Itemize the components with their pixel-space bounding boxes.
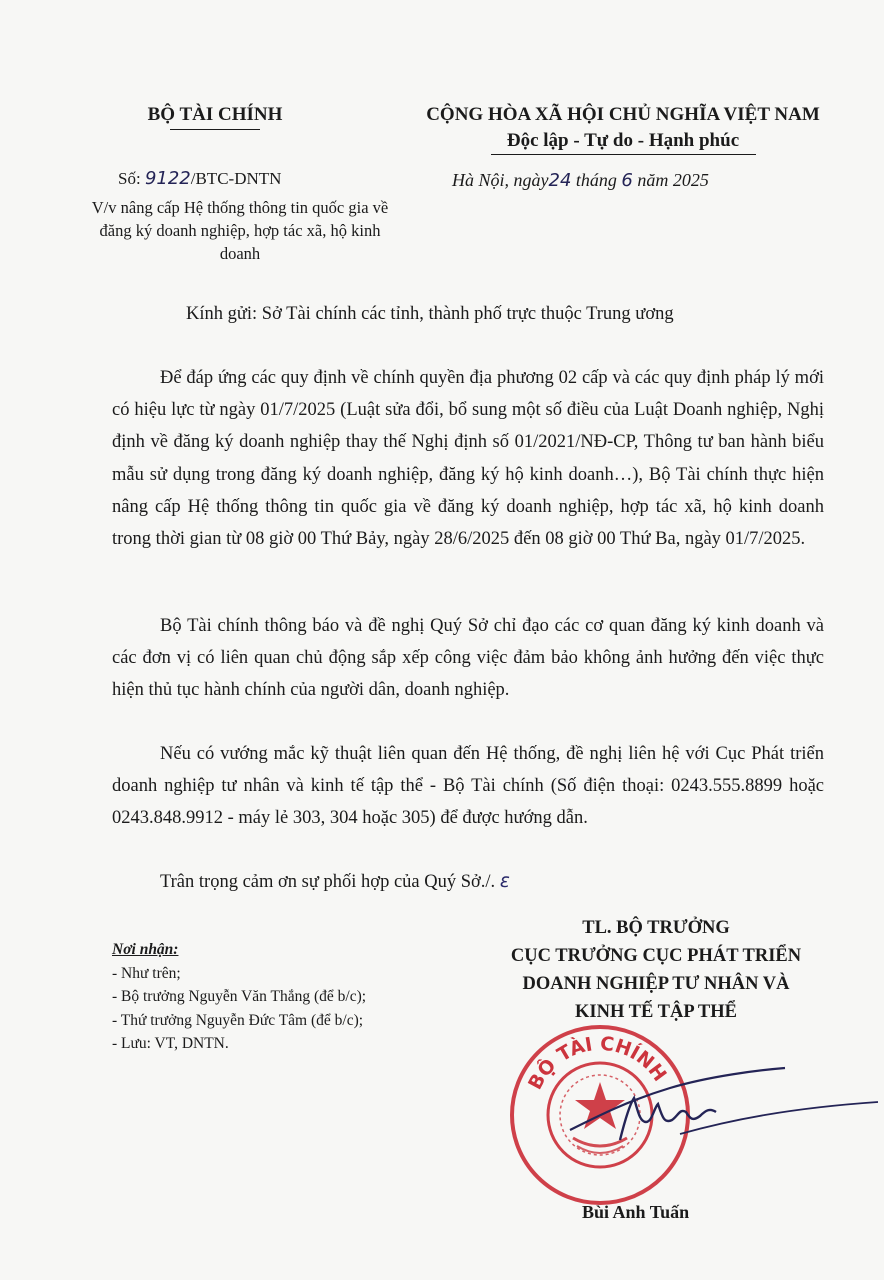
closing-line-text: Trân trọng cảm ơn sự phối hợp của Quý Sở./. xyxy=(160,872,496,892)
recipients-list-item: - Như trên; xyxy=(112,964,181,982)
document-number-suffix: /BTC-DNTN xyxy=(190,169,282,188)
date-month: 6 xyxy=(621,170,633,191)
recipients-list-item: - Thứ trưởng Nguyễn Đức Tâm (để b/c); xyxy=(112,1011,364,1029)
recipient-line: Kính gửi: Sở Tài chính các tỉnh, thành phố trực thuộc Trung ương xyxy=(186,304,674,324)
body-paragraph-3-text: Nếu có vướng mắc kỹ thuật liên quan đến Hệ thống, đề nghị liên hệ với Cục Phát triển doanh nghiệp tư nhân và kinh tế tập thể - Bộ Tài chính (Số điện thoại: 0243.555.8899 hoặc 0243.848.9912 - máy lẻ 303, 304 hoặc 305) để được hướng dẫn. xyxy=(112,744,824,829)
body-paragraph-1-text: Để đáp ứng các quy định về chính quyền địa phương 02 cấp và các quy định pháp lý mới có hiệu lực từ ngày 01/7/2025 (Luật sửa đổi, bổ sung một số điều của Luật Doanh nghiệp, Nghị định về đăng ký doanh nghiệp thay thế Nghị định số 01/2021/NĐ-CP, Thông tư ban hành biểu mẫu sử dụng trong đăng ký doanh nghiệp, đăng ký hộ kinh doanh…), Bộ Tài chính thực hiện nâng cấp Hệ thống thông tin quốc gia về đăng ký doanh nghiệp, hợp tác xã, hộ kinh doanh trong thời gian từ 08 giờ 00 Thứ Bảy, ngày 28/6/2025 đến 08 giờ 00 Thứ Ba, ngày 01/7/2025. xyxy=(112,368,824,550)
agency-underline xyxy=(170,129,260,130)
signature-title-line: CỤC TRƯỞNG CỤC PHÁT TRIỂN xyxy=(510,946,802,966)
date-year: năm 2025 xyxy=(637,170,709,190)
national-header-block xyxy=(418,104,828,155)
date-day: 24 xyxy=(548,170,572,191)
handwritten-signature-icon xyxy=(560,1060,880,1160)
national-motto: Độc lập - Tự do - Hạnh phúc xyxy=(506,130,740,151)
signature-title-line: DOANH NGHIỆP TƯ NHÂN VÀ xyxy=(522,974,790,994)
recipients-list-item: - Bộ trưởng Nguyễn Văn Thắng (để b/c); xyxy=(112,988,367,1005)
signer-name: Bùi Anh Tuấn xyxy=(582,1202,690,1222)
document-number-handwritten: 9122 xyxy=(144,168,191,189)
document-number xyxy=(118,168,281,189)
signature-title-line: TL. BỘ TRƯỞNG xyxy=(582,918,730,938)
issuing-agency-block xyxy=(90,104,340,130)
recipients-list xyxy=(112,938,366,1056)
document-number-prefix: Số: xyxy=(118,169,141,188)
signature-title-line: KINH TẾ TẬP THỂ xyxy=(575,1002,737,1022)
closing-line xyxy=(160,866,820,898)
issuing-agency: BỘ TÀI CHÍNH xyxy=(147,104,283,125)
seal-text: BỘ TÀI CHÍNH xyxy=(524,1032,671,1094)
date-city: Hà Nội, ngày xyxy=(452,170,549,190)
document-subject: V/v nâng cấp Hệ thống thông tin quốc gia về đăng ký doanh nghiệp, hợp tác xã, hộ kinh doanh xyxy=(91,198,389,263)
recipients-list-title: Nơi nhận: xyxy=(112,941,179,958)
body-paragraph-2 xyxy=(112,610,824,707)
body-paragraph-1 xyxy=(112,362,824,555)
body-paragraph-3 xyxy=(112,738,824,835)
initial-mark-icon: ɛ xyxy=(499,871,510,892)
signature-title-block xyxy=(466,914,846,1026)
document-date xyxy=(452,170,709,191)
recipients-list-item: - Lưu: VT, DNTN. xyxy=(112,1035,229,1052)
date-month-label: tháng xyxy=(575,170,617,190)
country-name: CỘNG HÒA XÃ HỘI CHỦ NGHĨA VIỆT NAM xyxy=(426,104,820,125)
motto-underline xyxy=(491,154,756,155)
body-paragraph-2-text: Bộ Tài chính thông báo và đề nghị Quý Sở chỉ đạo các cơ quan đăng ký kinh doanh và các đơn vị có liên quan chủ động sắp xếp công việc đảm bảo không ảnh hưởng đến việc thực hiện thủ tục hành chính của người dân, doanh nghiệp. xyxy=(112,616,824,701)
